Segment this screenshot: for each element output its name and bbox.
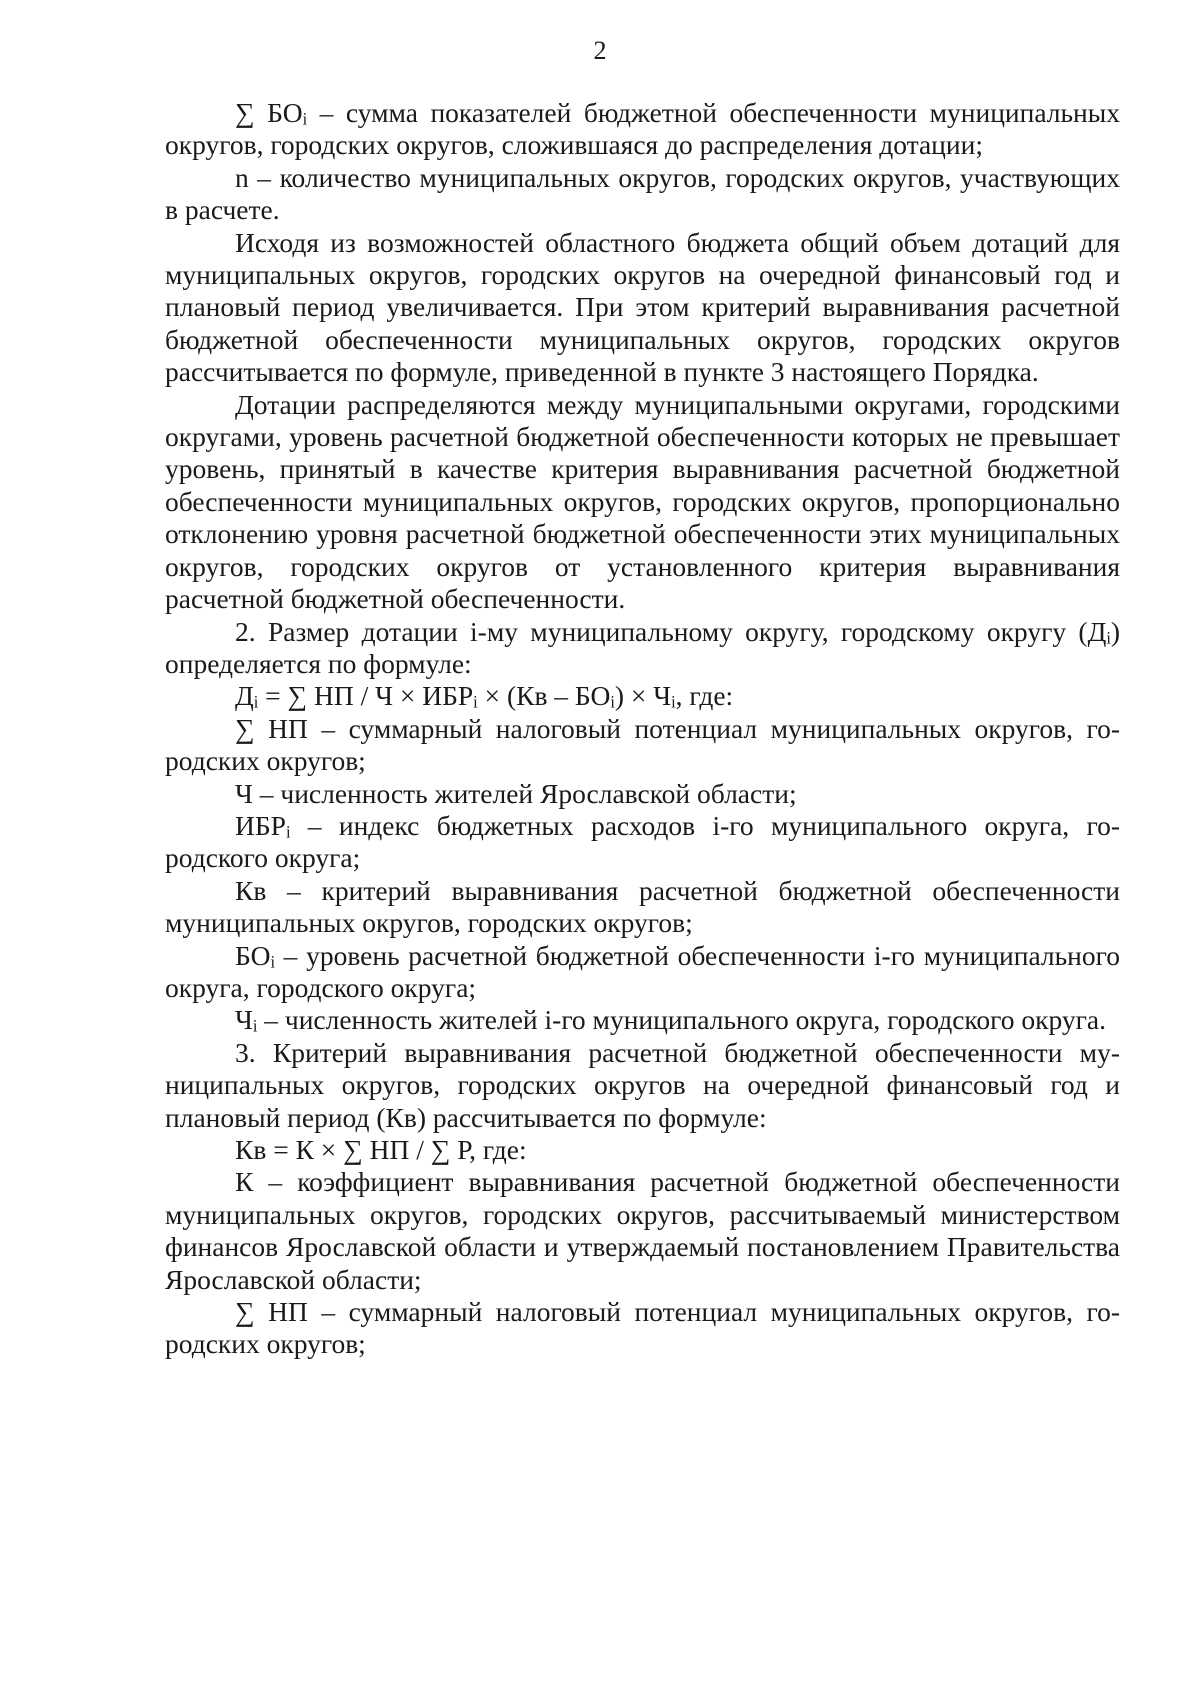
paragraph-sum-np-definition: ∑ НП – суммарный налоговый потенциал муниципальных округов, городских округов; [165, 712, 1120, 777]
paragraph-k-definition: К – коэффициент выравнивания расчетной бюджетной обеспеченности муниципальных округов, городских округов, рассчитываемый министерством финансов Ярославской области и утверждаемый постановлением Правительства Ярославской области; [165, 1166, 1120, 1295]
paragraph-item-3: 3. Критерий выравнивания расчетной бюджетной обеспеченности муниципальных округов, городских округов на очередной финансовый год и плановый период (Кв) рассчитывается по формуле: [165, 1036, 1120, 1133]
formula-subsidy: Дᵢ = ∑ НП / Ч × ИБРᵢ × (Кв – БОᵢ) × Чᵢ, где: [235, 680, 734, 712]
paragraph-sum-np-definition-2: ∑ НП – суммарный налоговый потенциал муниципальных округов, городских округов; [165, 1296, 1120, 1360]
paragraph-item-2: 2. Размер дотации i-му муниципальному округу, городскому округу (Дᵢ) определяется по формуле: [165, 615, 1120, 679]
formula-criterion: Кв = К × ∑ НП / ∑ Р, где: [235, 1134, 527, 1165]
paragraph-distribution-rule: Дотации распределяются между муниципальными округами, городскими округами, уровень расчетной бюджетной обеспеченности которых не превышает уровень, принятый в качестве критерия выравнивания расчетной бюджетной обеспеченности муниципальных округов, городских округов, пропорционально отклонению уровня расчетной бюджетной обеспеченности этих муниципальных округов, городских округов от установленного критерия выравнивания расчетной бюджетной обеспеченности. [165, 388, 1120, 615]
paragraph-chi-definition: Чᵢ – численность жителей i-го муниципального округа, городского округа. [235, 1004, 1106, 1036]
document-body [165, 97, 1120, 1361]
paragraph-bo-definition: БОᵢ – уровень расчетной бюджетной обеспеченности i-го муниципального округа, городского округа; [165, 939, 1120, 1003]
paragraph-budget-possibilities: Исходя из возможностей областного бюджета общий объем дотаций для муниципальных округов, городских округов на очередной финансовый год и плановый период увеличивается. При этом критерий выравнивания расчетной бюджетной обеспеченности муниципальных округов, городских округов рассчитывается по формуле, приведенной в пункте 3 настоящего Порядка. [165, 226, 1120, 388]
paragraph-kv-definition: Кв – критерий выравнивания расчетной бюджетной обеспеченности муниципальных округов, городских округов; [165, 874, 1120, 939]
paragraph-n-definition: n – количество муниципальных округов, городских округов, участвующих в расчете. [165, 161, 1120, 226]
paragraph-ibr-definition: ИБРᵢ – индекс бюджетных расходов i-го муниципального округа, городского округа; [165, 809, 1120, 874]
paragraph-sum-bo-definition: ∑ БОᵢ – сумма показателей бюджетной обеспеченности муниципальных округов, городских округов, сложившаяся до распределения дотации; [165, 97, 1120, 161]
page-number: 2 [593, 36, 607, 65]
paragraph-ch-definition: Ч – численность жителей Ярославской области; [235, 777, 797, 809]
